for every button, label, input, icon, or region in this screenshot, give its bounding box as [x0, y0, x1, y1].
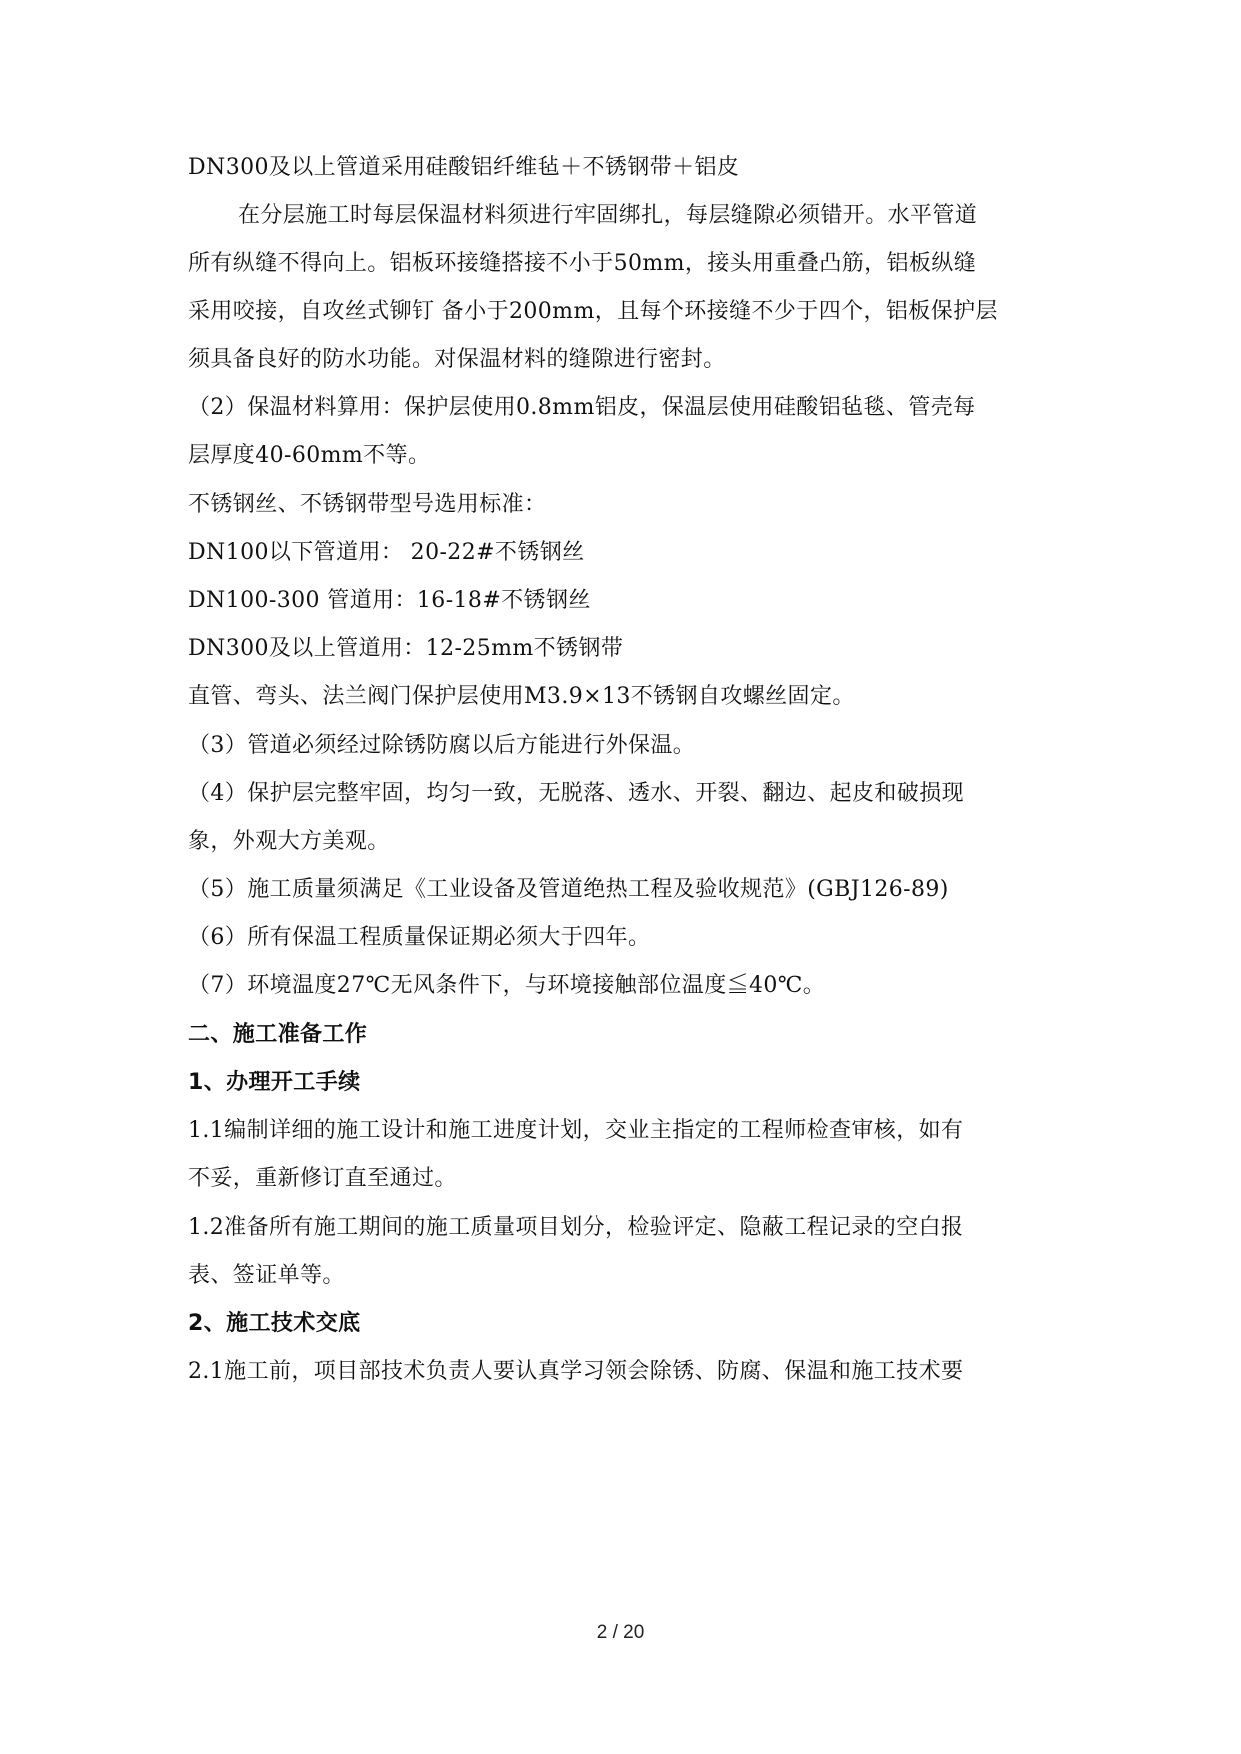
- text-line: DN100以下管道用： 20-22#不锈钢丝: [188, 540, 585, 565]
- subsection-heading: 1、办理开工手续: [188, 1070, 361, 1095]
- text-line: （4）保护层完整牢固，均匀一致，无脱落、透水、开裂、翻边、起皮和破损现: [188, 781, 964, 806]
- text-line: 1.2准备所有施工期间的施工质量项目划分，检验评定、隐蔽工程记录的空白报: [188, 1215, 964, 1240]
- text-line: 1.1编制详细的施工设计和施工进度计划，交业主指定的工程师检查审核，如有: [188, 1118, 964, 1143]
- text-line: 不锈钢丝、不锈钢带型号选用标准：: [188, 492, 547, 517]
- text-line: 层厚度40-60mm不等。: [188, 443, 431, 468]
- text-line: （7）环境温度27℃无风条件下，与环境接触部位温度≦40℃。: [188, 973, 826, 998]
- text-line: （5）施工质量须满足《工业设备及管道绝热工程及验收规范》(GBJ126-89): [188, 877, 949, 902]
- subsection-heading: 2、施工技术交底: [188, 1311, 361, 1336]
- text-line: 表、签证单等。: [188, 1263, 345, 1288]
- text-line: DN300及以上管道用：12-25mm不锈钢带: [188, 636, 624, 661]
- text-line: （6）所有保温工程质量保证期必须大于四年。: [188, 925, 651, 950]
- text-line: 不妥，重新修订直至通过。: [188, 1166, 457, 1191]
- section-heading: 二、施工准备工作: [188, 1022, 368, 1047]
- text-line: 所有纵缝不得向上。铝板环接缝搭接不小于50mm，接头用重叠凸筋，铝板纵缝: [188, 251, 977, 276]
- text-line: 在分层施工时每层保温材料须进行牢固绑扎，每层缝隙必须错开。水平管道: [238, 203, 978, 228]
- text-line: DN300及以上管道采用硅酸铝纤维毡＋不锈钢带＋铝皮: [188, 155, 740, 180]
- text-line: （3）管道必须经过除锈防腐以后方能进行外保温。: [188, 733, 696, 758]
- text-line: 采用咬接，自攻丝式铆钉 备小于200mm，且每个环接缝不少于四个，铝板保护层: [188, 299, 998, 324]
- text-line: DN100-300 管道用：16-18#不锈钢丝: [188, 588, 591, 613]
- text-line: （2）保温材料算用：保护层使用0.8mm铝皮，保温层使用硅酸铝毡毯、管壳每: [188, 395, 976, 420]
- text-line: 须具备良好的防水功能。对保温材料的缝隙进行密封。: [188, 347, 726, 372]
- text-line: 直管、弯头、法兰阀门保护层使用M3.9×13不锈钢自攻螺丝固定。: [188, 684, 855, 709]
- text-line: 象，外观大方美观。: [188, 829, 390, 854]
- page-number: 2 / 20: [596, 1622, 645, 1643]
- text-line: 2.1施工前，项目部技术负责人要认真学习领会除锈、防腐、保温和施工技术要: [188, 1359, 964, 1384]
